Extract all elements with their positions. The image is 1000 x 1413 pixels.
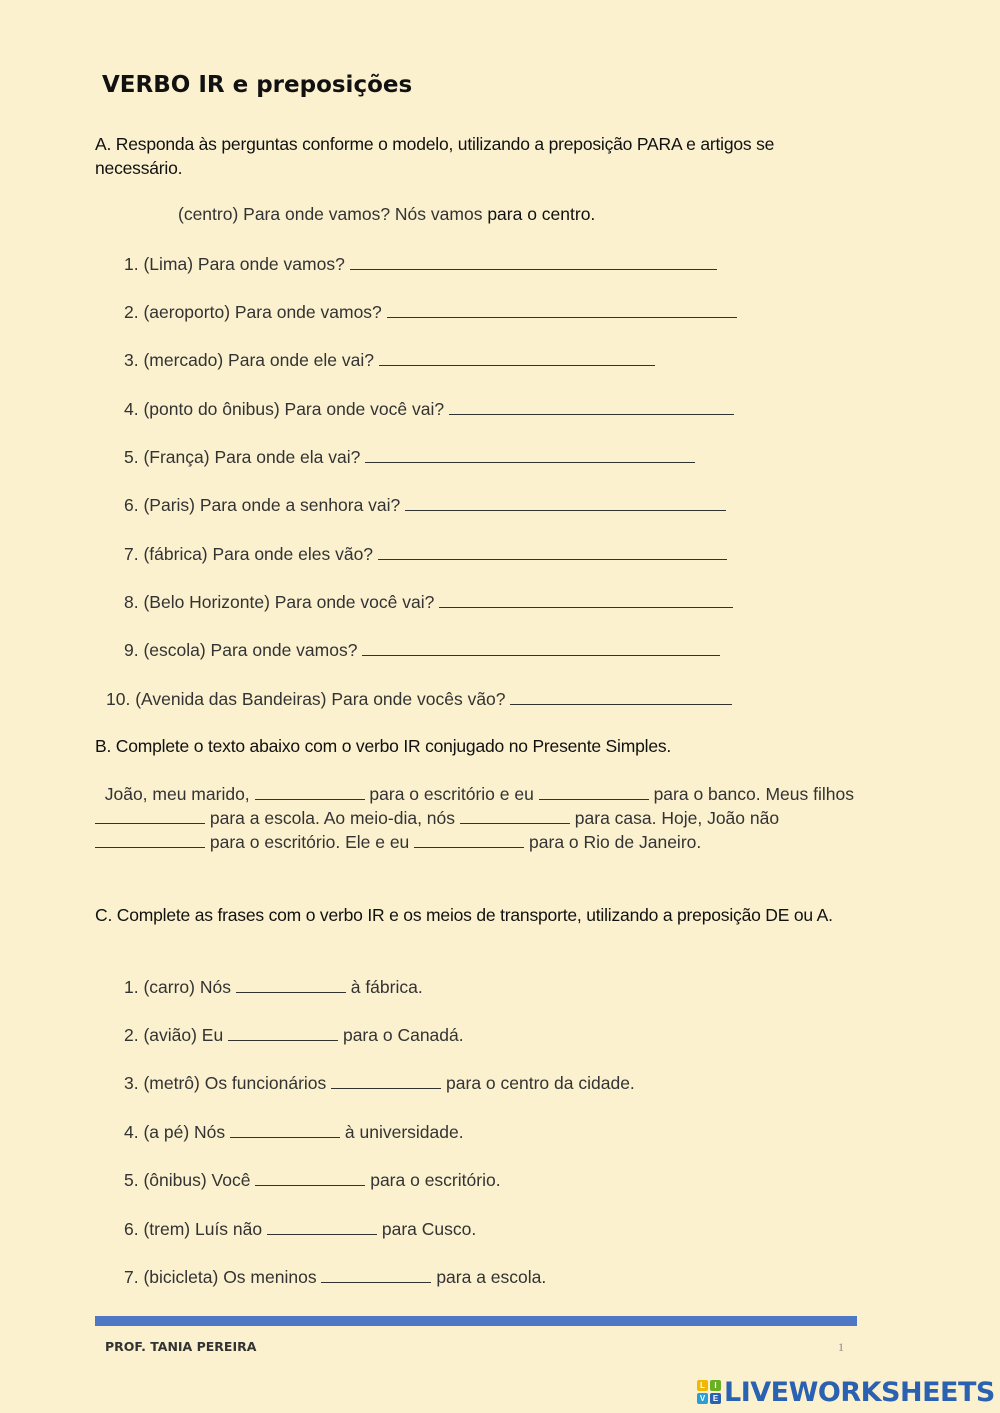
answer-blank[interactable] bbox=[379, 349, 655, 366]
page-title: VERBO IR e preposições bbox=[102, 72, 413, 98]
question-text: 7. (fábrica) Para onde eles vão? bbox=[124, 544, 374, 564]
answer-blank[interactable] bbox=[365, 446, 695, 463]
answer-blank[interactable] bbox=[439, 591, 733, 608]
question-a-7 bbox=[124, 543, 727, 565]
question-text: 6. (trem) Luís não bbox=[124, 1219, 263, 1239]
answer-blank[interactable] bbox=[267, 1218, 377, 1235]
question-a-3 bbox=[124, 349, 655, 371]
answer-blank[interactable] bbox=[255, 1169, 365, 1186]
answer-blank[interactable] bbox=[236, 976, 346, 993]
text-part: para o escritório. Ele e eu bbox=[209, 832, 410, 852]
question-text: 8. (Belo Horizonte) Para onde você vai? bbox=[124, 592, 435, 612]
logo-letter-i: I bbox=[710, 1380, 721, 1391]
question-text: 1. (carro) Nós bbox=[124, 977, 231, 997]
text-part: João, meu marido, bbox=[104, 784, 250, 804]
section-b-instruction: B. Complete o texto abaixo com o verbo IR conjugado no Presente Simples. bbox=[95, 736, 672, 756]
footer-divider bbox=[95, 1316, 857, 1326]
text-part: para a escola. Ao meio-dia, nós bbox=[209, 808, 456, 828]
answer-blank[interactable] bbox=[255, 783, 365, 800]
answer-blank[interactable] bbox=[362, 639, 720, 656]
question-c-1 bbox=[124, 976, 423, 998]
question-c-5 bbox=[124, 1169, 501, 1191]
question-a-6 bbox=[124, 494, 726, 516]
question-rest: à universidade. bbox=[344, 1122, 464, 1142]
question-text: 5. (França) Para onde ela vai? bbox=[124, 447, 361, 467]
answer-blank[interactable] bbox=[331, 1072, 441, 1089]
logo-icon bbox=[697, 1380, 721, 1404]
question-text: 3. (mercado) Para onde ele vai? bbox=[124, 350, 374, 370]
question-a-9 bbox=[124, 639, 720, 661]
question-text: 6. (Paris) Para onde a senhora vai? bbox=[124, 495, 401, 515]
logo-letter-e: E bbox=[710, 1393, 721, 1404]
logo-letter-l: L bbox=[697, 1380, 708, 1391]
answer-blank[interactable] bbox=[95, 807, 205, 824]
question-rest: para a escola. bbox=[436, 1267, 547, 1287]
logo-letter-v: V bbox=[697, 1393, 708, 1404]
question-a-4 bbox=[124, 398, 734, 420]
question-rest: para o escritório. bbox=[370, 1170, 501, 1190]
footer-author: PROF. TANIA PEREIRA bbox=[105, 1339, 257, 1354]
question-a-2 bbox=[124, 301, 737, 323]
question-text: 9. (escola) Para onde vamos? bbox=[124, 640, 358, 660]
answer-blank[interactable] bbox=[95, 831, 205, 848]
question-a-8 bbox=[124, 591, 733, 613]
question-a-1 bbox=[124, 253, 717, 275]
answer-blank[interactable] bbox=[228, 1024, 338, 1041]
example-answer: para o centro. bbox=[487, 204, 596, 224]
answer-blank[interactable] bbox=[510, 688, 732, 705]
section-a-instruction: A. Responda às perguntas conforme o modelo, utilizando a preposição PARA e artigos se necessário. bbox=[95, 134, 775, 178]
answer-blank[interactable] bbox=[460, 807, 570, 824]
question-c-3 bbox=[124, 1072, 635, 1094]
question-a-5 bbox=[124, 446, 695, 468]
question-a-10 bbox=[106, 688, 732, 710]
example-prefix: (centro) Para onde vamos? Nós vamos bbox=[178, 204, 488, 224]
answer-blank[interactable] bbox=[321, 1266, 431, 1283]
question-rest: para o Canadá. bbox=[342, 1025, 464, 1045]
answer-blank[interactable] bbox=[387, 301, 737, 318]
question-rest: à fábrica. bbox=[350, 977, 423, 997]
question-text: 4. (ponto do ônibus) Para onde você vai? bbox=[124, 399, 445, 419]
logo-text: LIVEWORKSHEETS bbox=[724, 1376, 995, 1408]
text-part: para o banco. Meus filhos bbox=[653, 784, 854, 804]
question-rest: para Cusco. bbox=[381, 1219, 477, 1239]
question-text: 4. (a pé) Nós bbox=[124, 1122, 226, 1142]
text-part: para casa. Hoje, João não bbox=[574, 808, 780, 828]
answer-blank[interactable] bbox=[350, 253, 717, 270]
answer-blank[interactable] bbox=[539, 783, 649, 800]
answer-blank[interactable] bbox=[405, 494, 726, 511]
text-part: para o Rio de Janeiro. bbox=[529, 832, 702, 852]
question-text: 3. (metrô) Os funcionários bbox=[124, 1073, 327, 1093]
page-number: 1 bbox=[838, 1340, 844, 1354]
example-sentence bbox=[178, 204, 595, 225]
text-part: para o escritório e eu bbox=[369, 784, 534, 804]
question-rest: para o centro da cidade. bbox=[446, 1073, 635, 1093]
answer-blank[interactable] bbox=[378, 543, 727, 560]
liveworksheets-logo bbox=[697, 1374, 995, 1410]
question-text: 2. (aeroporto) Para onde vamos? bbox=[124, 302, 382, 322]
question-c-7 bbox=[124, 1266, 546, 1288]
question-text: 7. (bicicleta) Os meninos bbox=[124, 1267, 317, 1287]
question-text: 10. (Avenida das Bandeiras) Para onde vocês vão? bbox=[106, 689, 506, 709]
section-c-instruction: C. Complete as frases com o verbo IR e os meios de transporte, utilizando a preposição DE ou A. bbox=[95, 905, 833, 925]
question-c-4 bbox=[124, 1121, 464, 1143]
section-b-text bbox=[95, 782, 855, 854]
question-text: 1. (Lima) Para onde vamos? bbox=[124, 254, 345, 274]
question-text: 2. (avião) Eu bbox=[124, 1025, 224, 1045]
question-c-2 bbox=[124, 1024, 464, 1046]
answer-blank[interactable] bbox=[230, 1121, 340, 1138]
answer-blank[interactable] bbox=[414, 831, 524, 848]
answer-blank[interactable] bbox=[449, 398, 734, 415]
question-text: 5. (ônibus) Você bbox=[124, 1170, 251, 1190]
question-c-6 bbox=[124, 1218, 476, 1240]
